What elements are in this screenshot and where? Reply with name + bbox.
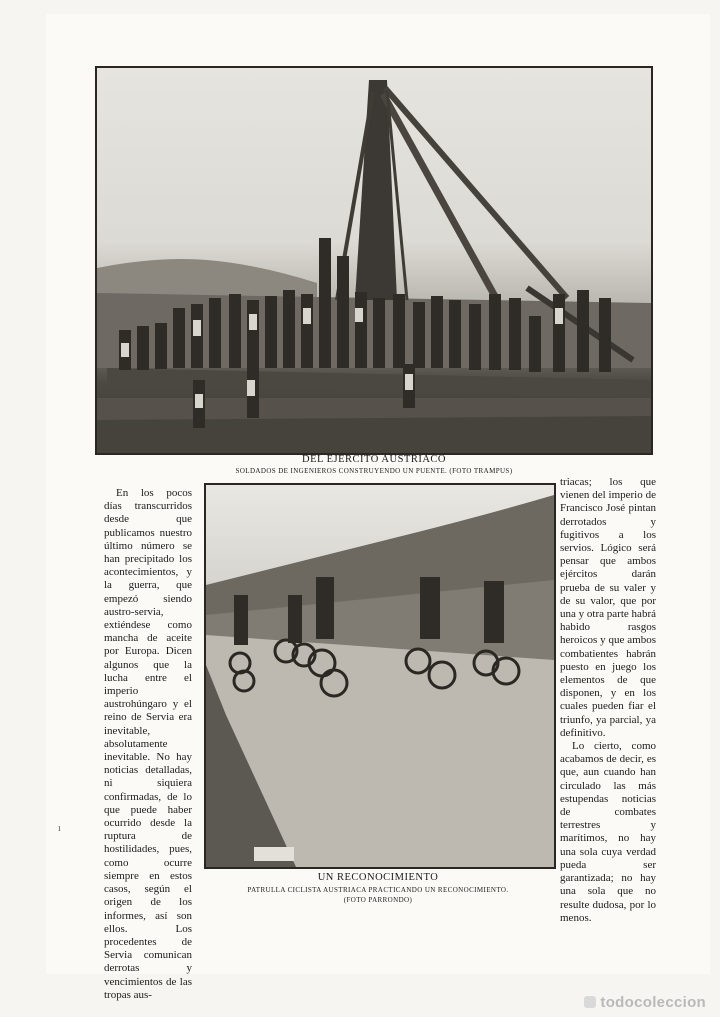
article-right-column (560, 476, 656, 925)
bicycle-patrol-illustration (206, 485, 554, 867)
article-right-paragraph-1: triacas; los que vienen del imperio de Francisco José pintan derrotados y fugitivos a los servios. Lógico será pensar que ambos ejércitos darán prueba de su valer y de su valor, que por una y otra parte habrá habido rasgos heroicos y que ambos combatientes habrán puesto en juego los elementos de que disponen, y en los cuales pueden fiar el triunfo, ya parcial, ya definitivo. (560, 476, 656, 739)
article-left-paragraph: En los pocos días transcurridos desde que publicamos nuestro último número se han precipitado los acontecimientos, y la guerra, que empezó siendo austro-servia, extiéndese como mancha de aceite por Europa. Dicen algunos que la lucha entre el imperio austrohúngaro y el reino de Servia era inevitable, absolutamente inevitable. No hay noticias detalladas, ni siquiera confirmadas, de lo que puede haber ocurrido desde la ruptura de hostilidades, pues, como ocurre siempre en estos casos, según el origen de los informes, así son ellos. Los procedentes de Servia comunican derrotas y vencimientos de las tropas aus- (104, 487, 192, 1001)
figure-bottom-title: UN RECONOCIMIENTO (317, 872, 439, 883)
figure-bottom-caption-line2: (FOTO PARRONDO) (343, 896, 413, 904)
watermark-text: todocoleccion (600, 994, 706, 1011)
watermark (584, 994, 706, 1011)
margin-mark: ı (58, 823, 61, 834)
figure-top-caption: SOLDADOS DE INGENIEROS CONSTRUYENDO UN PUENTE. (FOTO TRAMPUS) (235, 467, 513, 475)
article-left-column (104, 487, 192, 1002)
figure-top-title: DEL EJERCITO AUSTRIACO (301, 454, 446, 465)
pile-driver-illustration (97, 68, 651, 453)
watermark-logo-icon (584, 996, 596, 1008)
article-right-paragraph-2: Lo cierto, como acabamos de decir, es que, aun cuando han circulado las más estupendas noticias de combates terrestres y marítimos, no hay una sola cuya verdad pueda ser garantizada; no hay una sola que no resulte dudosa, por lo menos. (560, 740, 656, 924)
figure-bottom-caption-line1: PATRULLA CICLISTA AUSTRIACA PRACTICANDO UN RECONOCIMIENTO. (247, 886, 509, 894)
figure-bottom-photo (204, 483, 556, 869)
figure-top-photo (95, 66, 653, 455)
